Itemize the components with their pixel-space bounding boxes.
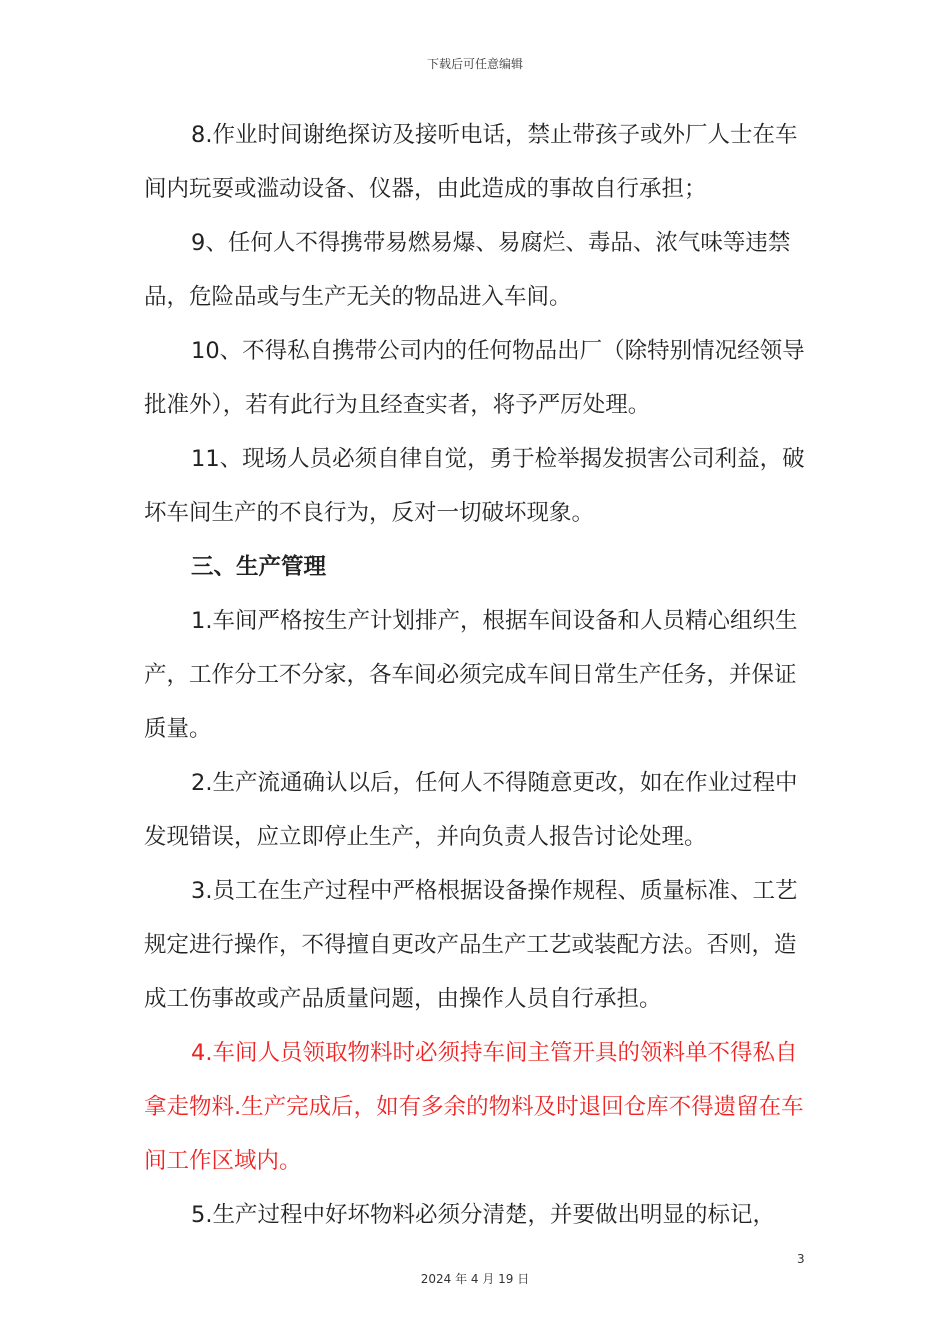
paragraph-production-4-highlighted: 4.车间人员领取物料时必须持车间主管开具的领料单不得私自拿走物料.生产完成后，如有多余的物料及时退回仓库不得遗留在车间工作区域内。 bbox=[144, 1040, 804, 1174]
paragraph-rule-9: 9、任何人不得携带易燃易爆、易腐烂、毒品、浓气味等违禁品，危险品或与生产无关的物品进入车间。 bbox=[144, 230, 791, 310]
document-body bbox=[144, 108, 810, 1242]
paragraph-rule-8: 8.作业时间谢绝探访及接听电话，禁止带孩子或外厂人士在车间内玩耍或滥动设备、仪器，由此造成的事故自行承担； bbox=[144, 122, 798, 202]
paragraph-production-1: 1.车间严格按生产计划排产，根据车间设备和人员精心组织生产，工作分工不分家，各车间必须完成车间日常生产任务，并保证质量。 bbox=[144, 608, 798, 742]
paragraph-production-2: 2.生产流通确认以后，任何人不得随意更改，如在作业过程中发现错误，应立即停止生产，并向负责人报告讨论处理。 bbox=[144, 770, 798, 850]
section-heading-production-management: 三、生产管理 bbox=[191, 554, 327, 580]
paragraph-production-3: 3.员工在生产过程中严格根据设备操作规程、质量标准、工艺规定进行操作，不得擅自更改产品生产工艺或装配方法。否则，造成工伤事故或产品质量问题，由操作人员自行承担。 bbox=[144, 878, 798, 1012]
page-footer-date: 2024 年 4 月 19 日 bbox=[420, 1272, 530, 1286]
page-header: 下载后可任意编辑 bbox=[426, 57, 523, 71]
paragraph-production-5: 5.生产过程中好坏物料必须分清楚，并要做出明显的标记， bbox=[191, 1202, 775, 1228]
paragraph-rule-10: 10、不得私自携带公司内的任何物品出厂（除特别情况经领导批准外），若有此行为且经查实者，将予严厉处理。 bbox=[144, 338, 805, 418]
page-number: 3 bbox=[797, 1252, 805, 1266]
paragraph-rule-11: 11、现场人员必须自律自觉，勇于检举揭发损害公司利益，破坏车间生产的不良行为，反对一切破坏现象。 bbox=[144, 446, 805, 526]
